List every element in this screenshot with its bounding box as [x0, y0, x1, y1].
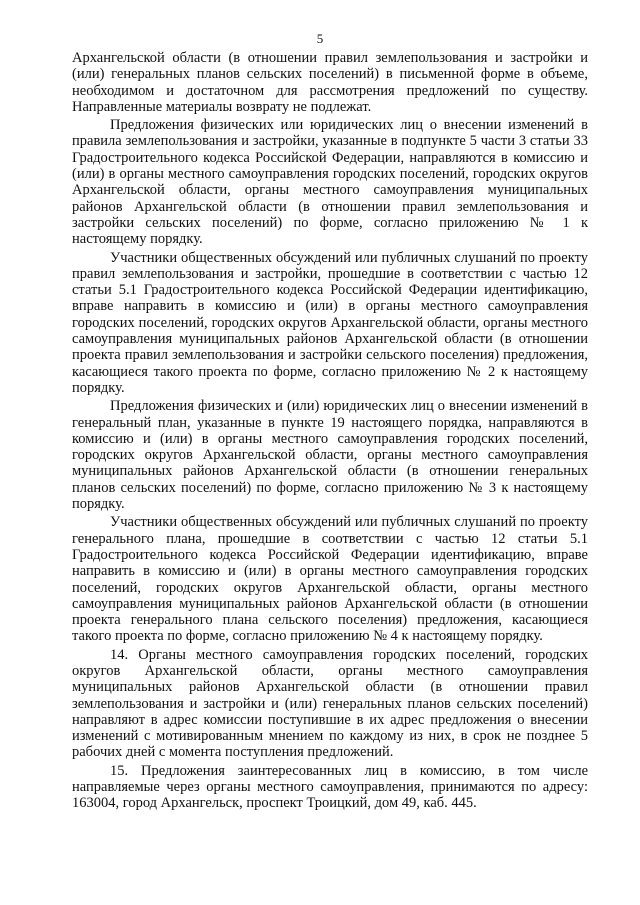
paragraph-item-15: 15. Предложения заинтересованных лиц в комиссию, в том числе направляемые через органы местного самоуправления, принимаются по адресу: 163004, город Архангельск, проспект Троицкий, дом 49, каб. 445.	[72, 762, 588, 812]
paragraph-general-plan-proposals: Предложения физических и (или) юридических лиц о внесении изменений в генеральный план, указанные в пункте 19 настоящего порядка, направляются в комиссию и (или) в органы местного самоуправления городских поселений, городских округов Архангельской области, органы местного самоуправления муниципальных районов Архангельской области (в отношении генеральных планов сельских поселений) по форме, согласно приложению № 3 к настоящему порядку.	[72, 398, 588, 513]
paragraph-item-14: 14. Органы местного самоуправления городских поселений, городских округов Архангельской области, органы местного самоуправления муниципальных районов Архангельской области (в отношении правил землепользования и застройки и (или) генеральных планов сельских поселений) направляют в адрес комиссии поступившие в их адрес предложения о внесении изменений с мотивированным мнением по каждому из них, в срок не позднее 5 рабочих дней с момента поступления предложений.	[72, 646, 588, 761]
document-body	[72, 50, 588, 812]
paragraph-general-plan-hearings: Участники общественных обсуждений или публичных слушаний по проекту генерального плана, прошедшие в соответствии с частью 12 статьи 5.1 Градостроительного кодекса Российской Федерации идентификацию, вправе направить в комиссию и (или) в органы местного самоуправления городских поселений, городских округов Архангельской области, органы местного самоуправления муниципальных районов Архангельской области (в отношении проекта генерального плана сельского поселения) предложения, касающиеся такого проекта по форме, согласно приложению № 4 к настоящему порядку.	[72, 514, 588, 645]
page-number: 5	[316, 31, 324, 46]
paragraph-continuation: Архангельской области (в отношении правил землепользования и застройки и (или) генеральных планов сельских поселений) в письменной форме в объеме, необходимом и достаточном для рассмотрения предложений по существу. Направленные материалы возврату не подлежат.	[72, 50, 588, 115]
paragraph-rules-proposals: Предложения физических или юридических лиц о внесении изменений в правила землепользования и застройки, указанные в подпункте 5 части 3 статьи 33 Градостроительного кодекса Российской Федерации, направляются в комиссию и (или) в органы местного самоуправления городских поселений, городских округов Архангельской области, органы местного самоуправления муниципальных районов Архангельской области (в отношении правил землепользования и застройки сельских поселений) по форме, согласно приложению № 1 к настоящему порядку.	[72, 117, 588, 248]
paragraph-rules-hearings: Участники общественных обсуждений или публичных слушаний по проекту правил землепользования и застройки, прошедшие в соответствии с частью 12 статьи 5.1 Градостроительного кодекса Российской Федерации идентификацию, вправе направить в комиссию и (или) в органы местного самоуправления городских поселений, городских округов Архангельской области, органы местного самоуправления муниципальных районов Архангельской области (в отношении проекта правил землепользования и застройки сельского поселения) предложения, касающиеся такого проекта по форме, согласно приложению № 2 к настоящему порядку.	[72, 249, 588, 396]
